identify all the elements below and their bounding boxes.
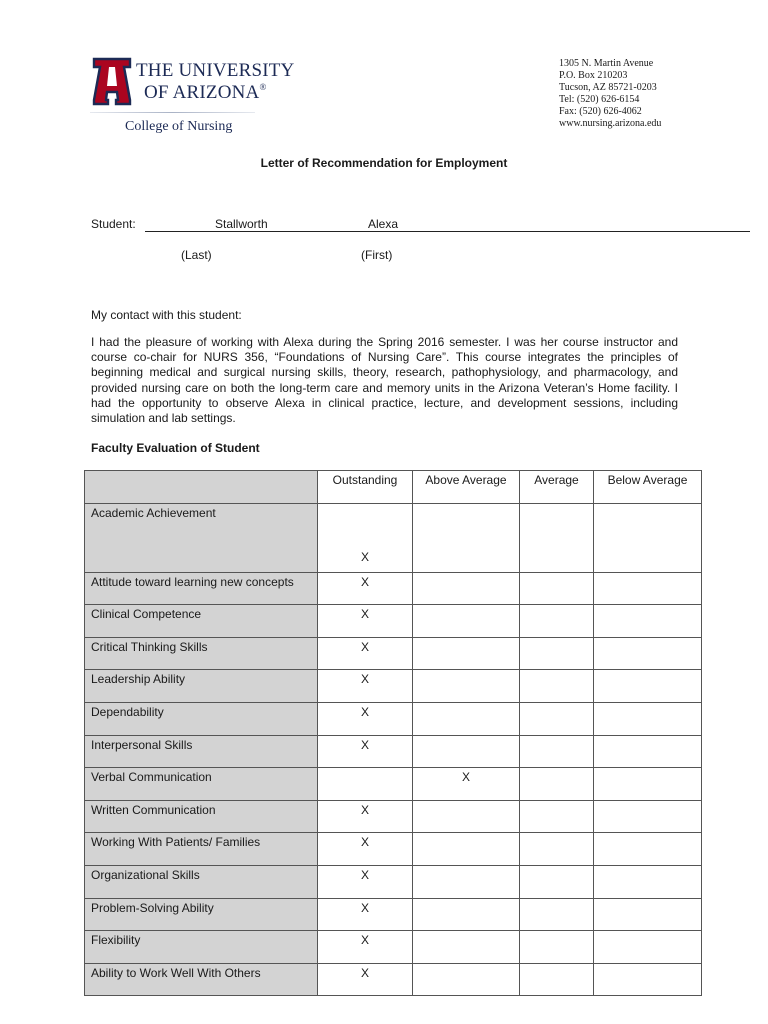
logo-divider [90,112,255,113]
column-header: Outstanding [318,471,413,504]
rating-cell[interactable] [520,503,594,572]
table-row [85,605,702,638]
rating-cell[interactable] [520,898,594,931]
address-block [559,58,661,130]
rating-cell[interactable] [413,670,520,703]
rating-cell[interactable] [520,735,594,768]
rating-cell[interactable]: X [318,865,413,898]
table-row [85,503,702,572]
column-header: Below Average [594,471,702,504]
criterion-label: Dependability [85,702,318,735]
rating-cell[interactable] [594,572,702,605]
table-header-row [85,471,702,504]
last-caption: (Last) [181,248,212,262]
table-row [85,768,702,801]
rating-cell[interactable] [594,605,702,638]
rating-cell[interactable]: X [318,637,413,670]
rating-cell[interactable] [594,800,702,833]
first-caption: (First) [361,248,393,262]
criterion-label: Written Communication [85,800,318,833]
document-title: Letter of Recommendation for Employment [260,156,508,170]
rating-cell[interactable] [520,800,594,833]
rating-cell[interactable] [520,865,594,898]
rating-cell[interactable]: X [318,833,413,866]
rating-cell[interactable] [413,833,520,866]
table-row [85,963,702,996]
rating-cell[interactable]: X [318,735,413,768]
evaluation-heading: Faculty Evaluation of Student [91,441,260,455]
rating-cell[interactable] [520,768,594,801]
registered-mark: ® [259,82,267,92]
student-first-name[interactable]: Alexa [368,217,399,231]
address-tel: Tel: (520) 626-6154 [559,94,640,105]
rating-cell[interactable] [594,735,702,768]
rating-cell[interactable]: X [318,800,413,833]
arizona-a-logo-icon [92,56,132,106]
rating-cell[interactable] [413,605,520,638]
criterion-label: Verbal Communication [85,768,318,801]
rating-cell[interactable] [594,503,702,572]
rating-cell[interactable] [594,702,702,735]
criterion-label: Ability to Work Well With Others [85,963,318,996]
rating-cell[interactable]: X [318,670,413,703]
address-po-box: P.O. Box 210203 [559,70,628,81]
rating-cell[interactable] [520,931,594,964]
rating-cell[interactable] [594,898,702,931]
criterion-label: Interpersonal Skills [85,735,318,768]
criterion-label: Leadership Ability [85,670,318,703]
rating-cell[interactable]: X [318,931,413,964]
criterion-label: Critical Thinking Skills [85,637,318,670]
rating-cell[interactable]: X [318,572,413,605]
rating-cell[interactable] [318,768,413,801]
address-city: Tucson, AZ 85721-0203 [559,82,657,93]
student-label: Student: [91,217,136,231]
criterion-label: Attitude toward learning new concepts [85,572,318,605]
rating-cell[interactable]: X [318,963,413,996]
table-row [85,572,702,605]
table-row [85,833,702,866]
address-website[interactable]: www.nursing.arizona.edu [559,118,662,129]
table-row [85,898,702,931]
contact-paragraph: I had the pleasure of working with Alexa during the Spring 2016 semester. I was her course instructor and course co-chair for NURS 356, “Foundations of Nursing Care”. This course integrates the principles of beginning medical and surgical nursing skills, theory, research, pathophysiology, and pharmacology, and provided nursing care on both the long-term care and memory units in the Arizona Veteran’s Home facility. I had the opportunity to observe Alexa in clinical practice, lecture, and development sessions, including simulation and lab settings. [91,335,678,426]
rating-cell[interactable] [594,931,702,964]
logo-line-1: THE UNIVERSITY [136,60,295,81]
table-row [85,637,702,670]
column-header: Average [520,471,594,504]
rating-cell[interactable] [413,637,520,670]
criterion-label: Flexibility [85,931,318,964]
criterion-label: Problem-Solving Ability [85,898,318,931]
column-header: Above Average [413,471,520,504]
table-row [85,670,702,703]
college-name: College of Nursing [125,119,233,134]
address-fax: Fax: (520) 626-4062 [559,106,642,117]
rating-cell[interactable]: X [318,702,413,735]
rating-cell[interactable]: X [413,768,520,801]
criterion-header-cell [85,471,318,504]
student-underline [145,231,750,232]
rating-cell[interactable] [413,702,520,735]
rating-cell[interactable] [413,503,520,572]
rating-cell[interactable] [594,865,702,898]
criterion-label: Clinical Competence [85,605,318,638]
table-row [85,931,702,964]
table-row [85,800,702,833]
rating-cell[interactable] [594,963,702,996]
rating-cell[interactable] [520,572,594,605]
rating-cell[interactable] [413,963,520,996]
rating-cell[interactable] [413,735,520,768]
rating-cell[interactable] [520,963,594,996]
table-row [85,702,702,735]
rating-cell[interactable] [520,833,594,866]
rating-cell[interactable] [520,702,594,735]
rating-cell[interactable] [413,572,520,605]
rating-cell[interactable] [413,800,520,833]
rating-cell[interactable]: X [318,605,413,638]
rating-cell[interactable]: X [318,898,413,931]
rating-cell[interactable] [594,670,702,703]
student-last-name[interactable]: Stallworth [215,217,268,231]
rating-cell[interactable] [594,637,702,670]
rating-cell[interactable] [413,865,520,898]
table-row [85,735,702,768]
university-logo [92,56,295,140]
rating-cell[interactable]: X [318,503,413,572]
rating-cell[interactable] [520,670,594,703]
rating-cell[interactable] [594,833,702,866]
criterion-label: Organizational Skills [85,865,318,898]
rating-cell[interactable] [520,605,594,638]
criterion-label: Working With Patients/ Families [85,833,318,866]
rating-cell[interactable] [413,898,520,931]
rating-cell[interactable] [520,637,594,670]
evaluation-table [84,470,702,996]
rating-cell[interactable] [413,931,520,964]
rating-cell[interactable] [594,768,702,801]
logo-line-2-text: OF ARIZONA [144,82,260,103]
logo-line-2 [144,82,267,104]
table-row [85,865,702,898]
criterion-label: Academic Achievement [85,503,318,572]
address-street: 1305 N. Martin Avenue [559,58,654,69]
contact-heading: My contact with this student: [91,308,242,322]
